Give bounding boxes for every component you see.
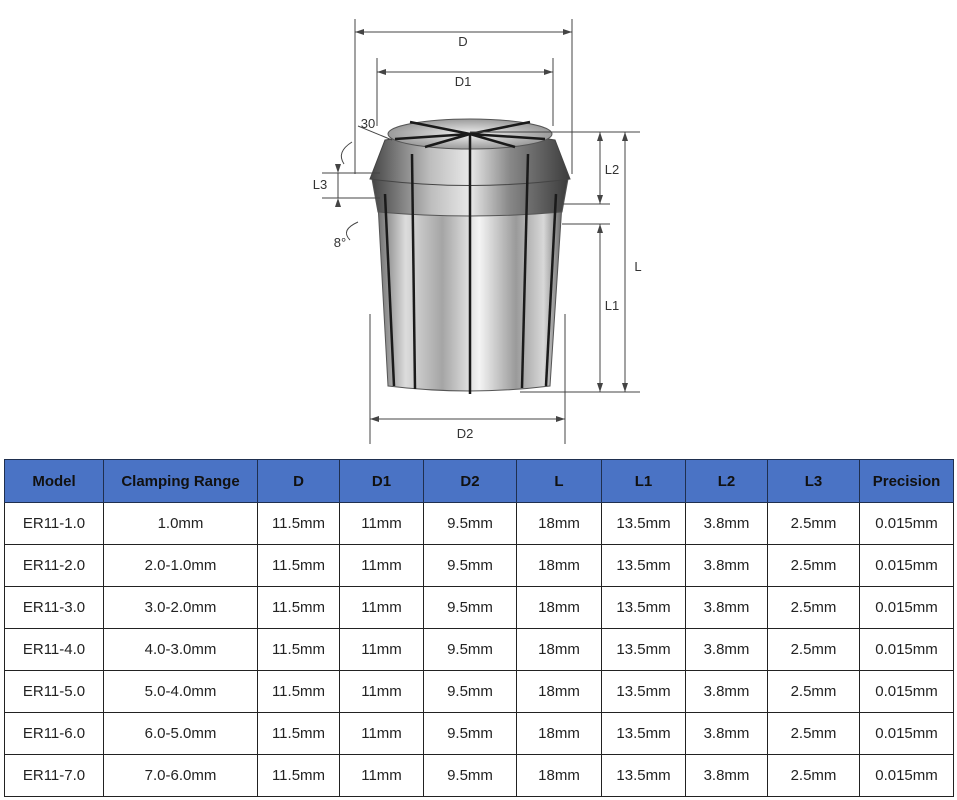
cell-l1: 13.5mm: [602, 671, 686, 713]
cell-clamping-range: 1.0mm: [104, 503, 258, 545]
cell-l1: 13.5mm: [602, 713, 686, 755]
cell-d1: 11mm: [340, 503, 424, 545]
cell-precision: 0.015mm: [860, 713, 954, 755]
cell-d1: 11mm: [340, 671, 424, 713]
header-l1: L1: [602, 460, 686, 503]
cell-d1: 11mm: [340, 713, 424, 755]
cell-model: ER11-4.0: [5, 629, 104, 671]
cell-d1: 11mm: [340, 587, 424, 629]
cell-l1: 13.5mm: [602, 587, 686, 629]
header-l: L: [517, 460, 602, 503]
cell-precision: 0.015mm: [860, 587, 954, 629]
cell-d1: 11mm: [340, 755, 424, 797]
cell-l: 18mm: [517, 545, 602, 587]
cell-d1: 11mm: [340, 545, 424, 587]
header-model: Model: [5, 460, 104, 503]
header-d1: D1: [340, 460, 424, 503]
cell-model: ER11-1.0: [5, 503, 104, 545]
cell-l1: 13.5mm: [602, 629, 686, 671]
cell-l2: 3.8mm: [686, 671, 768, 713]
cell-d: 11.5mm: [258, 503, 340, 545]
cell-l3: 2.5mm: [768, 713, 860, 755]
cell-model: ER11-6.0: [5, 713, 104, 755]
cell-d2: 9.5mm: [424, 503, 517, 545]
table-row: [5, 545, 954, 587]
cell-l1: 13.5mm: [602, 755, 686, 797]
header-l2: L2: [686, 460, 768, 503]
label-l3: L3: [312, 177, 328, 192]
table-row: [5, 755, 954, 797]
cell-model: ER11-3.0: [5, 587, 104, 629]
header-precision: Precision: [860, 460, 954, 503]
cell-d: 11.5mm: [258, 629, 340, 671]
spec-table: [4, 459, 954, 797]
cell-precision: 0.015mm: [860, 629, 954, 671]
table-row: [5, 503, 954, 545]
cell-l3: 2.5mm: [768, 545, 860, 587]
cell-l3: 2.5mm: [768, 671, 860, 713]
cell-l2: 3.8mm: [686, 629, 768, 671]
cell-d: 11.5mm: [258, 587, 340, 629]
cell-d: 11.5mm: [258, 755, 340, 797]
cell-l: 18mm: [517, 755, 602, 797]
cell-d2: 9.5mm: [424, 671, 517, 713]
cell-l2: 3.8mm: [686, 503, 768, 545]
cell-l2: 3.8mm: [686, 713, 768, 755]
cell-d2: 9.5mm: [424, 545, 517, 587]
collet-body: [370, 119, 570, 394]
cell-l: 18mm: [517, 587, 602, 629]
cell-l: 18mm: [517, 503, 602, 545]
table-header-row: [5, 460, 954, 503]
collet-drawing: [300, 14, 660, 450]
label-angle-8: 8°: [333, 235, 347, 250]
label-l2: L2: [604, 162, 620, 177]
table-row: [5, 629, 954, 671]
collet-dimension-diagram: [300, 14, 660, 450]
cell-l3: 2.5mm: [768, 755, 860, 797]
cell-l3: 2.5mm: [768, 503, 860, 545]
label-d2: D2: [456, 426, 474, 441]
cell-d2: 9.5mm: [424, 629, 517, 671]
cell-d2: 9.5mm: [424, 755, 517, 797]
label-d1: D1: [454, 74, 472, 89]
cell-l2: 3.8mm: [686, 755, 768, 797]
cell-precision: 0.015mm: [860, 671, 954, 713]
cell-l3: 2.5mm: [768, 587, 860, 629]
cell-l2: 3.8mm: [686, 545, 768, 587]
cell-clamping-range: 5.0-4.0mm: [104, 671, 258, 713]
spec-table-container: [4, 459, 953, 797]
cell-precision: 0.015mm: [860, 755, 954, 797]
cell-precision: 0.015mm: [860, 503, 954, 545]
label-d: D: [458, 34, 468, 49]
cell-d1: 11mm: [340, 629, 424, 671]
cell-clamping-range: 4.0-3.0mm: [104, 629, 258, 671]
cell-model: ER11-5.0: [5, 671, 104, 713]
table-row: [5, 587, 954, 629]
label-l: L: [634, 259, 642, 274]
table-row: [5, 713, 954, 755]
header-d2: D2: [424, 460, 517, 503]
cell-d: 11.5mm: [258, 545, 340, 587]
cell-l1: 13.5mm: [602, 545, 686, 587]
cell-model: ER11-7.0: [5, 755, 104, 797]
cell-l: 18mm: [517, 671, 602, 713]
label-angle-30: 30: [360, 116, 376, 131]
cell-d2: 9.5mm: [424, 713, 517, 755]
header-d: D: [258, 460, 340, 503]
cell-precision: 0.015mm: [860, 545, 954, 587]
cell-d: 11.5mm: [258, 671, 340, 713]
cell-l: 18mm: [517, 713, 602, 755]
cell-l: 18mm: [517, 629, 602, 671]
cell-clamping-range: 6.0-5.0mm: [104, 713, 258, 755]
cell-l2: 3.8mm: [686, 587, 768, 629]
header-clamping-range: Clamping Range: [104, 460, 258, 503]
cell-l3: 2.5mm: [768, 629, 860, 671]
cell-clamping-range: 7.0-6.0mm: [104, 755, 258, 797]
header-l3: L3: [768, 460, 860, 503]
cell-model: ER11-2.0: [5, 545, 104, 587]
label-l1: L1: [604, 298, 620, 313]
cell-d2: 9.5mm: [424, 587, 517, 629]
cell-clamping-range: 2.0-1.0mm: [104, 545, 258, 587]
cell-clamping-range: 3.0-2.0mm: [104, 587, 258, 629]
table-row: [5, 671, 954, 713]
cell-d: 11.5mm: [258, 713, 340, 755]
cell-l1: 13.5mm: [602, 503, 686, 545]
